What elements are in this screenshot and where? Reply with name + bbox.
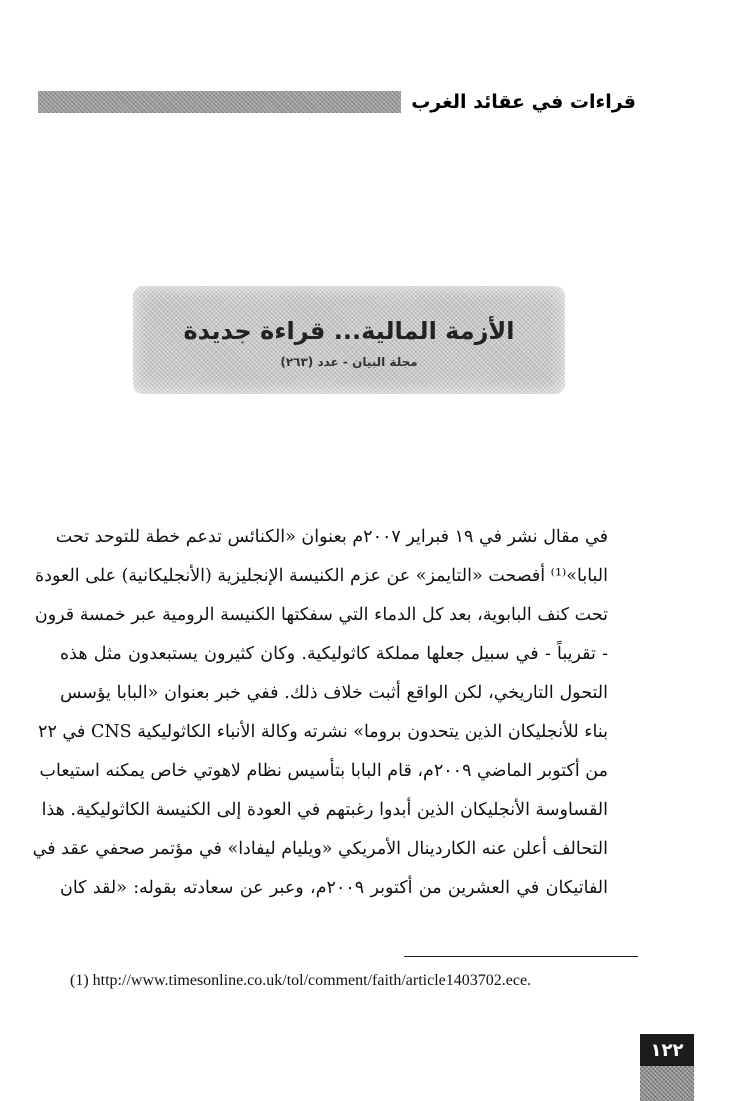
- body-line: التحول التاريخي، لكن الواقع أثبت خلاف ذلك. ففي خبر بعنوان «البابا يؤسس: [60, 683, 608, 703]
- article-title-box: [133, 286, 565, 394]
- article-title: الأزمة المالية... قراءة جديدة: [183, 317, 515, 345]
- body-line: بناء للأنجليكان الذين يتحدون بروما» نشرته وكالة الأنباء الكاثوليكية CNS في ٢٢: [38, 722, 608, 742]
- body-line: القساوسة الأنجليكان الذين أبدوا رغبتهم في العودة إلى الكنيسة الكاثوليكية. هذا: [41, 800, 608, 820]
- running-header: [38, 88, 636, 116]
- footnote-divider: [404, 956, 638, 957]
- page-number-pattern: [640, 1066, 694, 1101]
- page-number: ١٢٢: [640, 1034, 694, 1066]
- body-line: الفاتيكان في العشرين من أكتوبر ٢٠٠٩م، وعبر عن سعادته بقوله: «لقد كان: [60, 878, 608, 898]
- running-header-title: قراءات في عقائد الغرب: [411, 91, 636, 113]
- footnote: (1) http://www.timesonline.co.uk/tol/comment/faith/article1403702.ece.: [70, 972, 532, 989]
- body-line: من أكتوبر الماضي ٢٠٠٩م، قام البابا بتأسيس نظام لاهوتي خاص يمكنه استيعاب: [39, 761, 608, 781]
- body-line: التحالف أعلن عنه الكاردينال الأمريكي «ويليام ليفادا» في مؤتمر صحفي عقد في: [32, 839, 608, 859]
- body-line: في مقال نشر في ١٩ فبراير ٢٠٠٧م بعنوان «الكنائس تدعم خطة للتوحد تحت: [55, 527, 608, 547]
- running-header-bar: [38, 91, 401, 113]
- article-source: مجلة البيان - عدد (٢٦٣): [280, 355, 418, 369]
- body-line: البابا»⁽¹⁾ أفصحت «التايمز» عن عزم الكنيسة الإنجليزية (الأنجليكانية) على العودة: [35, 566, 608, 586]
- body-line: تحت كنف البابوية، بعد كل الدماء التي سفكتها الكنيسة الرومية عبر خمسة قرون: [34, 605, 608, 625]
- body-line: - تقريباً - في سبيل جعلها مملكة كاثوليكية. وكان كثيرون يستبعدون مثل هذه: [60, 644, 608, 664]
- body-text: [32, 518, 608, 908]
